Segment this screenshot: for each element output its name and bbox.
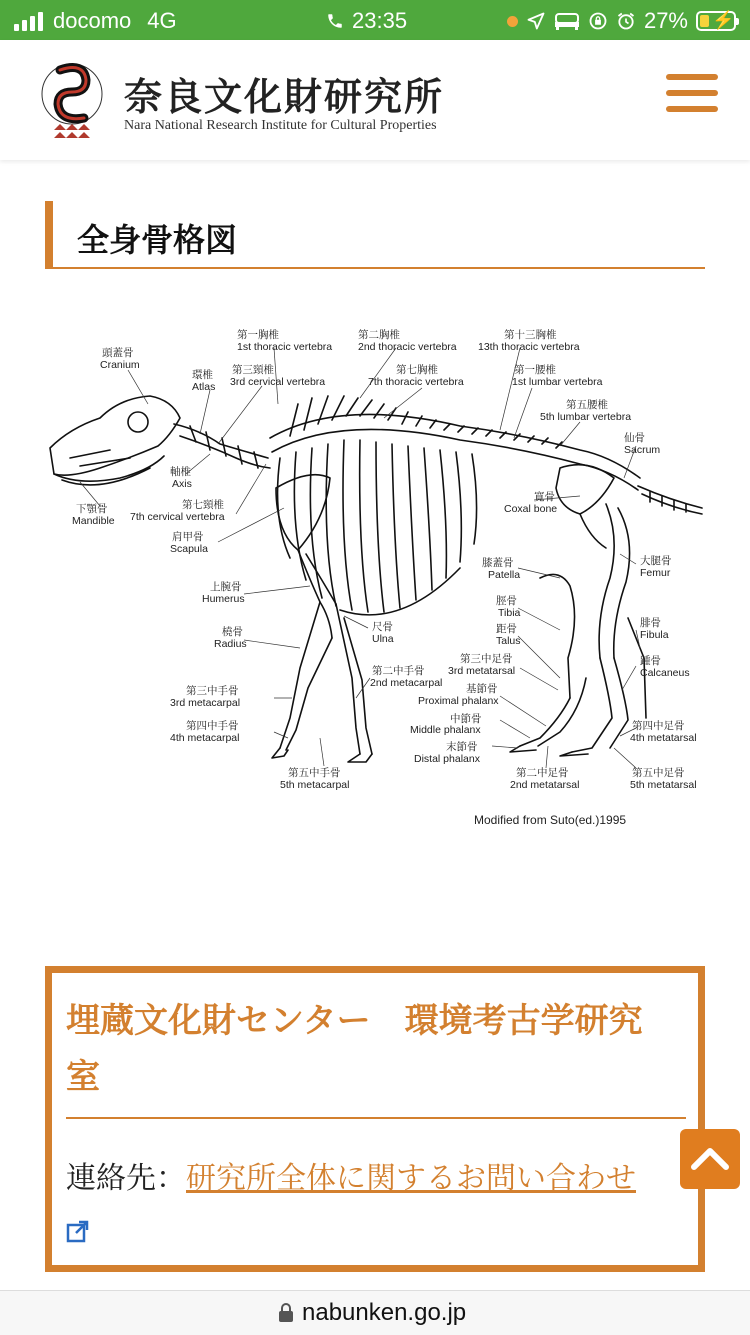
label-7th-cervical-en: 7th cervical vertebra xyxy=(130,511,225,523)
label-1st-thoracic-en: 1st thoracic vertebra xyxy=(237,341,333,353)
hamburger-menu-icon[interactable] xyxy=(666,74,718,118)
label-5th-lumbar-en: 5th lumbar vertebra xyxy=(540,411,632,423)
label-coxal-jp: 寛骨 xyxy=(534,491,555,503)
url-text[interactable]: nabunken.go.jp xyxy=(302,1299,467,1326)
lock-icon xyxy=(278,1303,294,1323)
label-5th-lumbar-jp: 第五腰椎 xyxy=(566,399,608,411)
label-coxal-en: Coxal bone xyxy=(504,503,558,515)
diagram-credit: Modified from Suto(ed.)1995 xyxy=(474,813,627,827)
network-type: 4G xyxy=(147,8,177,33)
label-radius-jp: 橈骨 xyxy=(222,626,243,638)
label-proximal-phalanx-en: Proximal phalanx xyxy=(418,695,499,707)
rotation-lock-icon xyxy=(588,11,608,31)
label-3rd-metatarsal-jp: 第三中足骨 xyxy=(460,653,513,665)
label-7th-cervical-jp: 第七頸椎 xyxy=(182,499,224,511)
label-5th-metatarsal-en: 5th metatarsal xyxy=(630,779,697,791)
label-cranium-jp: 頭蓋骨 xyxy=(102,347,134,359)
label-sacrum-jp: 仙骨 xyxy=(624,432,645,444)
status-left xyxy=(14,8,177,34)
site-subtitle: Nara National Research Institute for Cultural Properties xyxy=(124,118,437,133)
label-3rd-metacarpal-en: 3rd metacarpal xyxy=(170,697,241,709)
contact-link[interactable]: 研究所全体に関するお問い合わせ xyxy=(186,1161,636,1196)
site-title[interactable]: 奈良文化財研究所 xyxy=(124,74,445,119)
label-atlas-jp: 環椎 xyxy=(192,369,213,381)
label-fibula-jp: 腓骨 xyxy=(640,617,661,629)
label-ulna-en: Ulna xyxy=(372,633,394,645)
browser-url-bar[interactable] xyxy=(0,1290,750,1335)
label-radius-en: Radius xyxy=(214,638,247,650)
label-13th-thoracic-jp: 第十三胸椎 xyxy=(504,329,557,341)
label-axis-jp: 軸椎 xyxy=(170,466,191,478)
label-scapula-en: Scapula xyxy=(170,543,208,555)
label-scapula-jp: 肩甲骨 xyxy=(172,531,204,543)
divider xyxy=(66,1117,686,1119)
label-7th-thoracic-jp: 第七胸椎 xyxy=(396,364,438,376)
label-2nd-metatarsal-jp: 第二中足骨 xyxy=(516,767,569,779)
lab-info-box xyxy=(45,966,705,1272)
location-arrow-icon xyxy=(526,11,546,31)
label-axis-en: Axis xyxy=(172,478,192,490)
status-center xyxy=(326,8,407,34)
diagram-labels xyxy=(72,328,697,827)
label-ulna-jp: 尺骨 xyxy=(372,621,393,633)
label-1st-lumbar-jp: 第一腰椎 xyxy=(514,364,556,376)
label-13th-thoracic-en: 13th thoracic vertebra xyxy=(478,341,580,353)
label-atlas-en: Atlas xyxy=(192,381,216,393)
label-5th-metatarsal-jp: 第五中足骨 xyxy=(632,767,685,779)
battery-percent: 27% xyxy=(643,8,688,33)
label-3rd-cervical-jp: 第三頸椎 xyxy=(232,364,274,376)
label-7th-thoracic-en: 7th thoracic vertebra xyxy=(368,376,464,388)
label-proximal-phalanx-jp: 基節骨 xyxy=(466,683,498,695)
label-distal-phalanx-jp: 末節骨 xyxy=(446,741,478,753)
label-distal-phalanx-en: Distal phalanx xyxy=(414,753,480,765)
label-talus-jp: 距骨 xyxy=(496,623,517,635)
label-2nd-metacarpal-jp: 第二中手骨 xyxy=(372,665,425,677)
label-3rd-metacarpal-jp: 第三中手骨 xyxy=(186,685,239,697)
carrier-name: docomo xyxy=(53,8,132,33)
label-tibia-jp: 脛骨 xyxy=(496,595,517,607)
external-link-icon[interactable] xyxy=(66,1219,90,1243)
label-calcaneus-jp: 踵骨 xyxy=(640,655,661,667)
status-bar xyxy=(0,0,750,40)
label-2nd-thoracic-en: 2nd thoracic vertebra xyxy=(358,341,457,353)
label-calcaneus-en: Calcaneus xyxy=(640,667,690,679)
label-humerus-jp: 上腕骨 xyxy=(210,581,242,593)
label-3rd-metatarsal-en: 3rd metatarsal xyxy=(448,665,516,677)
label-1st-lumbar-en: 1st lumbar vertebra xyxy=(512,376,603,388)
bed-icon xyxy=(554,11,580,31)
status-time: 23:35 xyxy=(352,8,408,33)
skeleton-diagram xyxy=(40,318,720,848)
label-femur-en: Femur xyxy=(640,567,671,579)
back-to-top-button[interactable] xyxy=(680,1129,740,1189)
label-mandible-jp: 下顎骨 xyxy=(76,503,108,515)
battery-icon: ⚡ xyxy=(696,11,736,31)
label-2nd-metatarsal-en: 2nd metatarsal xyxy=(510,779,580,791)
label-5th-metacarpal-en: 5th metacarpal xyxy=(280,779,350,791)
label-5th-metacarpal-jp: 第五中手骨 xyxy=(288,767,341,779)
lab-name: 埋蔵文化財センター 環境考古学研究室 xyxy=(66,1001,643,1097)
label-sacrum-en: Sacrum xyxy=(624,444,661,456)
nabunken-logo-icon[interactable] xyxy=(40,56,104,142)
label-4th-metacarpal-jp: 第四中手骨 xyxy=(186,720,239,732)
phone-icon xyxy=(326,12,344,30)
contact-label: 連絡先： xyxy=(66,1161,186,1196)
label-cranium-en: Cranium xyxy=(100,359,140,371)
site-header xyxy=(0,40,750,160)
label-4th-metacarpal-en: 4th metacarpal xyxy=(170,732,240,744)
label-fibula-en: Fibula xyxy=(640,629,669,641)
label-3rd-cervical-en: 3rd cervical vertebra xyxy=(230,376,326,388)
label-femur-jp: 大腿骨 xyxy=(640,555,672,567)
label-4th-metatarsal-en: 4th metatarsal xyxy=(630,732,697,744)
label-mandible-en: Mandible xyxy=(72,515,115,527)
label-middle-phalanx-jp: 中節骨 xyxy=(450,713,482,725)
label-2nd-thoracic-jp: 第二胸椎 xyxy=(358,329,400,341)
label-patella-en: Patella xyxy=(488,569,521,581)
label-2nd-metacarpal-en: 2nd metacarpal xyxy=(370,677,443,689)
label-patella-jp: 膝蓋骨 xyxy=(482,557,514,569)
label-1st-thoracic-jp: 第一胸椎 xyxy=(237,329,279,341)
label-talus-en: Talus xyxy=(496,635,521,647)
skeleton-drawing xyxy=(50,396,702,762)
label-4th-metatarsal-jp: 第四中足骨 xyxy=(632,720,685,732)
alarm-icon xyxy=(616,11,636,31)
page-title: 全身骨格図 xyxy=(77,221,238,259)
label-tibia-en: Tibia xyxy=(498,607,521,619)
label-middle-phalanx-en: Middle phalanx xyxy=(410,724,481,736)
status-right xyxy=(507,8,736,34)
page-heading-box xyxy=(45,201,705,269)
label-humerus-en: Humerus xyxy=(202,593,245,605)
location-dot-icon xyxy=(507,16,518,27)
signal-icon xyxy=(14,11,43,31)
contact-line xyxy=(66,1153,636,1197)
chevron-up-icon xyxy=(680,1129,740,1189)
